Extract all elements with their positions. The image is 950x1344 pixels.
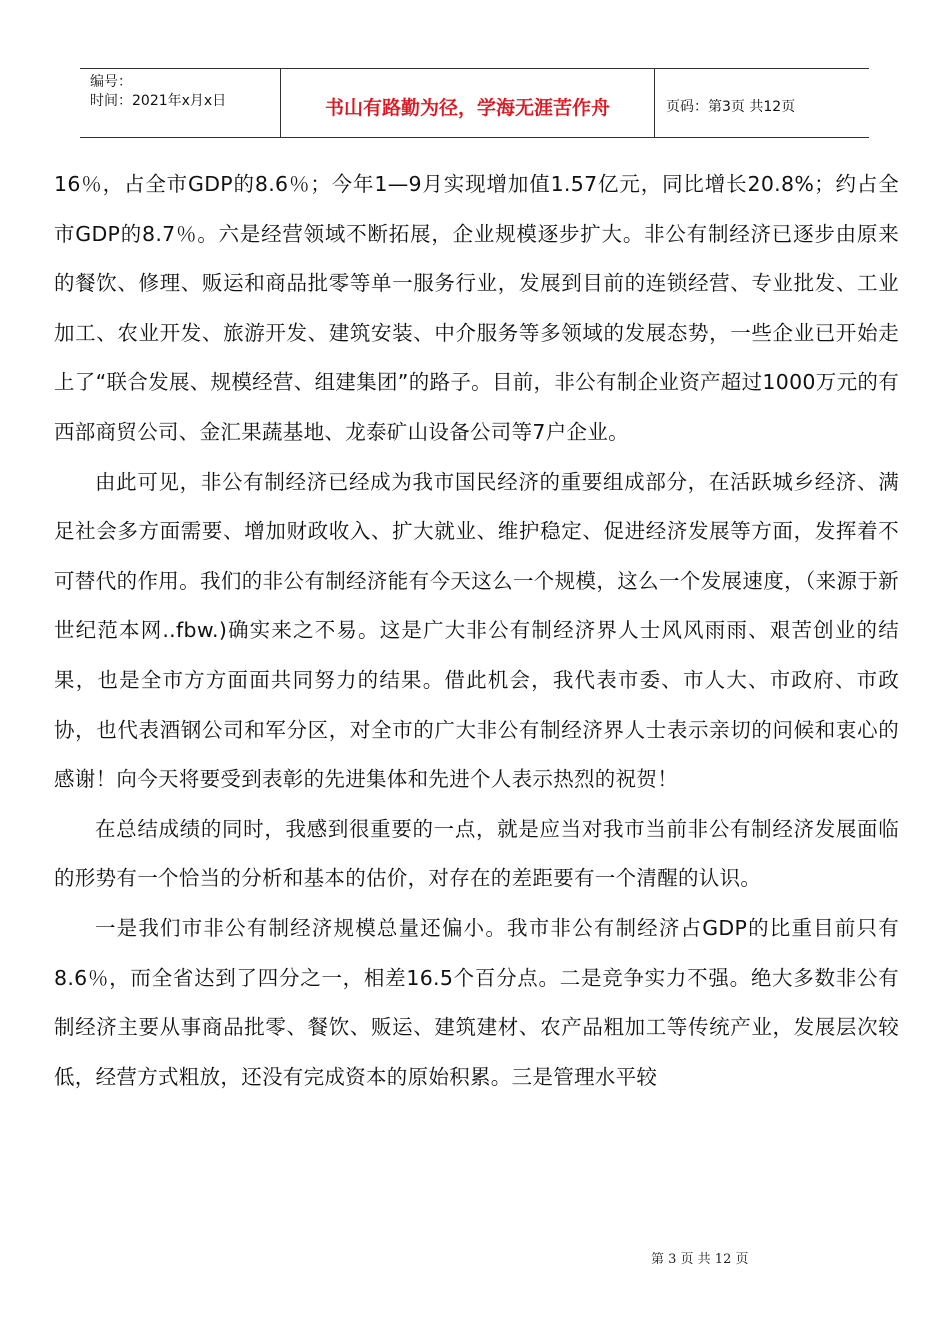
paragraph: 在总结成绩的同时，我感到很重要的一点，就是应当对我市当前非公有制经济发展面临的形势有一个恰当的分析和基本的估价，对存在的差距要有一个清醒的认识。: [54, 816, 899, 891]
page-header: [80, 68, 869, 138]
paragraph: 16％，占全市GDP的8.6％；今年1—9月实现增加值1.57亿元，同比增长20.8%；约占全市GDP的8.7％。六是经营领域不断拓展，企业规模逐步扩大。非公有制经济已逐步由原来的餐饮、修理、贩运和商品批零等单一服务行业，发展到目前的连锁经营、专业批发、工业加工、农业开发、旅游开发、建筑安装、中介服务等多领域的发展态势，一些企业已开始走上了“联合发展、规模经营、组建集团”的路子。目前，非公有制企业资产超过1000万元的有西部商贸公司、金汇果蔬基地、龙泰矿山设备公司等7户企业。: [54, 172, 899, 444]
document-body: [54, 160, 899, 1102]
header-motto: 书山有路勤为径，学海无涯苦作舟: [281, 69, 655, 137]
page-footer: 第 3 页 共 12 页: [651, 1252, 749, 1267]
header-page-info: 页码：第3页 共12页: [666, 99, 796, 115]
number-label: 编号：: [90, 74, 132, 90]
paragraph: 一是我们市非公有制经济规模总量还偏小。我市非公有制经济占GDP的比重目前只有8.6％，而全省达到了四分之一，相差16.5个百分点。二是竞争实力不强。绝大多数非公有制经济主要从事商品批零、餐饮、贩运、建筑建材、农产品粗加工等传统产业，发展层次较低，经营方式粗放，还没有完成资本的原始积累。三是管理水平较: [54, 915, 899, 1089]
paragraph: 由此可见，非公有制经济已经成为我市国民经济的重要组成部分，在活跃城乡经济、满足社会多方面需要、增加财政收入、扩大就业、维护稳定、促进经济发展等方面，发挥着不可替代的作用。我们的非公有制经济能有今天这么一个规模，这么一个发展速度，（来源于新世纪范本网..fbw.)确实来之不易。这是广大非公有制经济界人士风风雨雨、艰苦创业的结果，也是全市方方面面共同努力的结果。借此机会，我代表市委、市人大、市政府、市政协，也代表酒钢公司和军分区，对全市的广大非公有制经济界人士表示亲切的问候和衷心的感谢！向今天将要受到表彰的先进集体和先进个人表示热烈的祝贺！: [54, 469, 899, 792]
time-label: 时间：2021年x月x日: [90, 93, 227, 109]
header-meta: [80, 69, 281, 137]
